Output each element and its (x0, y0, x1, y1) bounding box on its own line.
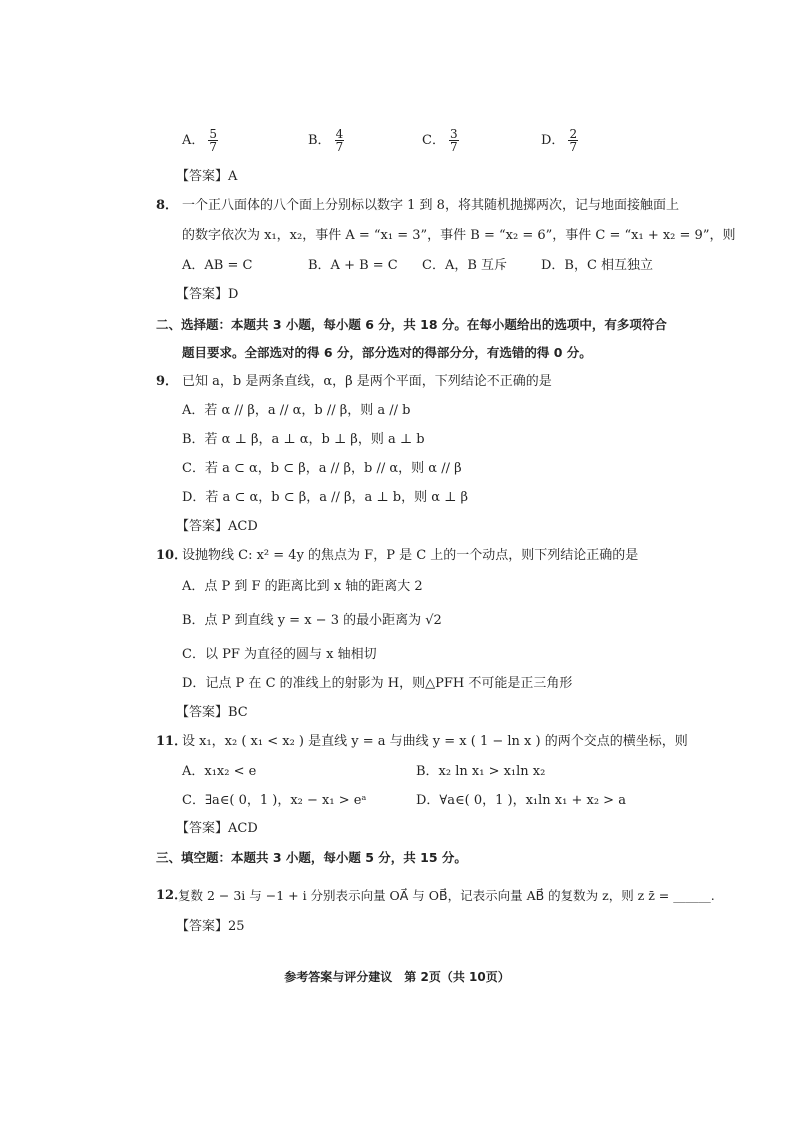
q12-stem: 复数 2 − 3i 与 −1 + i 分别表示向量 OA⃗ 与 OB⃗，记表示向量 AB⃗ 的复数为 z，则 z z̄ = ______. (178, 888, 715, 903)
q10-option-a: A．点 P 到 F 的距离比到 x 轴的距离大 2 (182, 579, 423, 594)
q8-number: 8． (156, 198, 179, 213)
q8-option-b: B．A + B = C (308, 258, 398, 273)
q10-stem: 设抛物线 C: x² = 4y 的焦点为 F，P 是 C 上的一个动点，则下列结论正确的是 (182, 548, 639, 563)
q10-option-d: D．记点 P 在 C 的准线上的射影为 H，则△PFH 不可能是正三角形 (182, 676, 573, 691)
q8-option-d: D．B，C 相互独立 (541, 258, 654, 273)
q10-number: 10． (156, 548, 188, 563)
section-2-heading-line2: 题目要求。全部选对的得 6 分，部分选对的得部分分，有选错的得 0 分。 (182, 345, 592, 360)
q9-number: 9． (156, 374, 179, 389)
q8-stem-line2: 的数字依次为 x₁，x₂，事件 A = “x₁ = 3”，事件 B = “x₂ = 6”，事件 C = “x₁ + x₂ = 9”，则 (182, 228, 736, 243)
q10-option-c: C．以 PF 为直径的圆与 x 轴相切 (182, 647, 377, 662)
q8-stem-line1: 一个正八面体的八个面上分别标以数字 1 到 8，将其随机抛掷两次，记与地面接触面上 (182, 198, 679, 213)
page-footer: 参考答案与评分建议 第 2页（共 10页） (284, 970, 510, 984)
q11-option-a: A．x₁x₂ < e (182, 764, 257, 779)
q8-option-c: C．A，B 互斥 (422, 258, 508, 273)
q10-option-b: B．点 P 到直线 y = x − 3 的最小距离为 √2 (182, 613, 442, 628)
q10-answer: 【答案】BC (176, 705, 248, 720)
q7-answer: 【答案】A (176, 169, 238, 184)
q11-answer: 【答案】ACD (176, 821, 258, 836)
q9-answer: 【答案】ACD (176, 519, 258, 534)
section-2-heading-line1: 二、选择题：本题共 3 小题，每小题 6 分，共 18 分。在每小题给出的选项中，有多项符合 (156, 317, 667, 332)
q8-option-a: A．AB = C (182, 258, 253, 273)
q11-option-c: C．∃a∈( 0，1 )，x₂ − x₁ > eᵃ (182, 793, 367, 808)
q9-stem: 已知 a，b 是两条直线，α，β 是两个平面，下列结论不正确的是 (182, 374, 552, 389)
q12-number: 12． (156, 888, 188, 903)
q7-option-a: A． $\frac{5}{7}$ (182, 127, 218, 154)
q7-option-c: C． $\frac{3}{7}$ (422, 127, 458, 154)
q9-option-b: B．若 α ⊥ β，a ⊥ α，b ⊥ β，则 a ⊥ b (182, 432, 425, 447)
q9-option-a: A．若 α // β，a // α，b // β，则 a // b (182, 403, 411, 418)
q11-stem: 设 x₁，x₂ ( x₁ < x₂ ) 是直线 y = a 与曲线 y = x ( 1 − ln x ) 的两个交点的横坐标，则 (182, 734, 688, 749)
q7-option-d: D． $\frac{2}{7}$ (541, 127, 578, 154)
section-3-heading: 三、填空题：本题共 3 小题，每小题 5 分，共 15 分。 (156, 850, 467, 865)
q9-option-d: D．若 a ⊂ α，b ⊂ β，a // β，a ⊥ b，则 α ⊥ β (182, 490, 469, 505)
q11-number: 11． (156, 734, 188, 749)
q9-option-c: C．若 a ⊂ α，b ⊂ β，a // β，b // α，则 α // β (182, 461, 462, 476)
q12-answer: 【答案】25 (176, 919, 245, 934)
q11-option-b: B．x₂ ln x₁ > x₁ln x₂ (416, 764, 546, 779)
q11-option-d: D．∀a∈( 0，1 )，x₁ln x₁ + x₂ > a (416, 793, 626, 808)
q8-answer: 【答案】D (176, 287, 239, 302)
q7-option-b: B． $\frac{4}{7}$ (308, 127, 344, 154)
